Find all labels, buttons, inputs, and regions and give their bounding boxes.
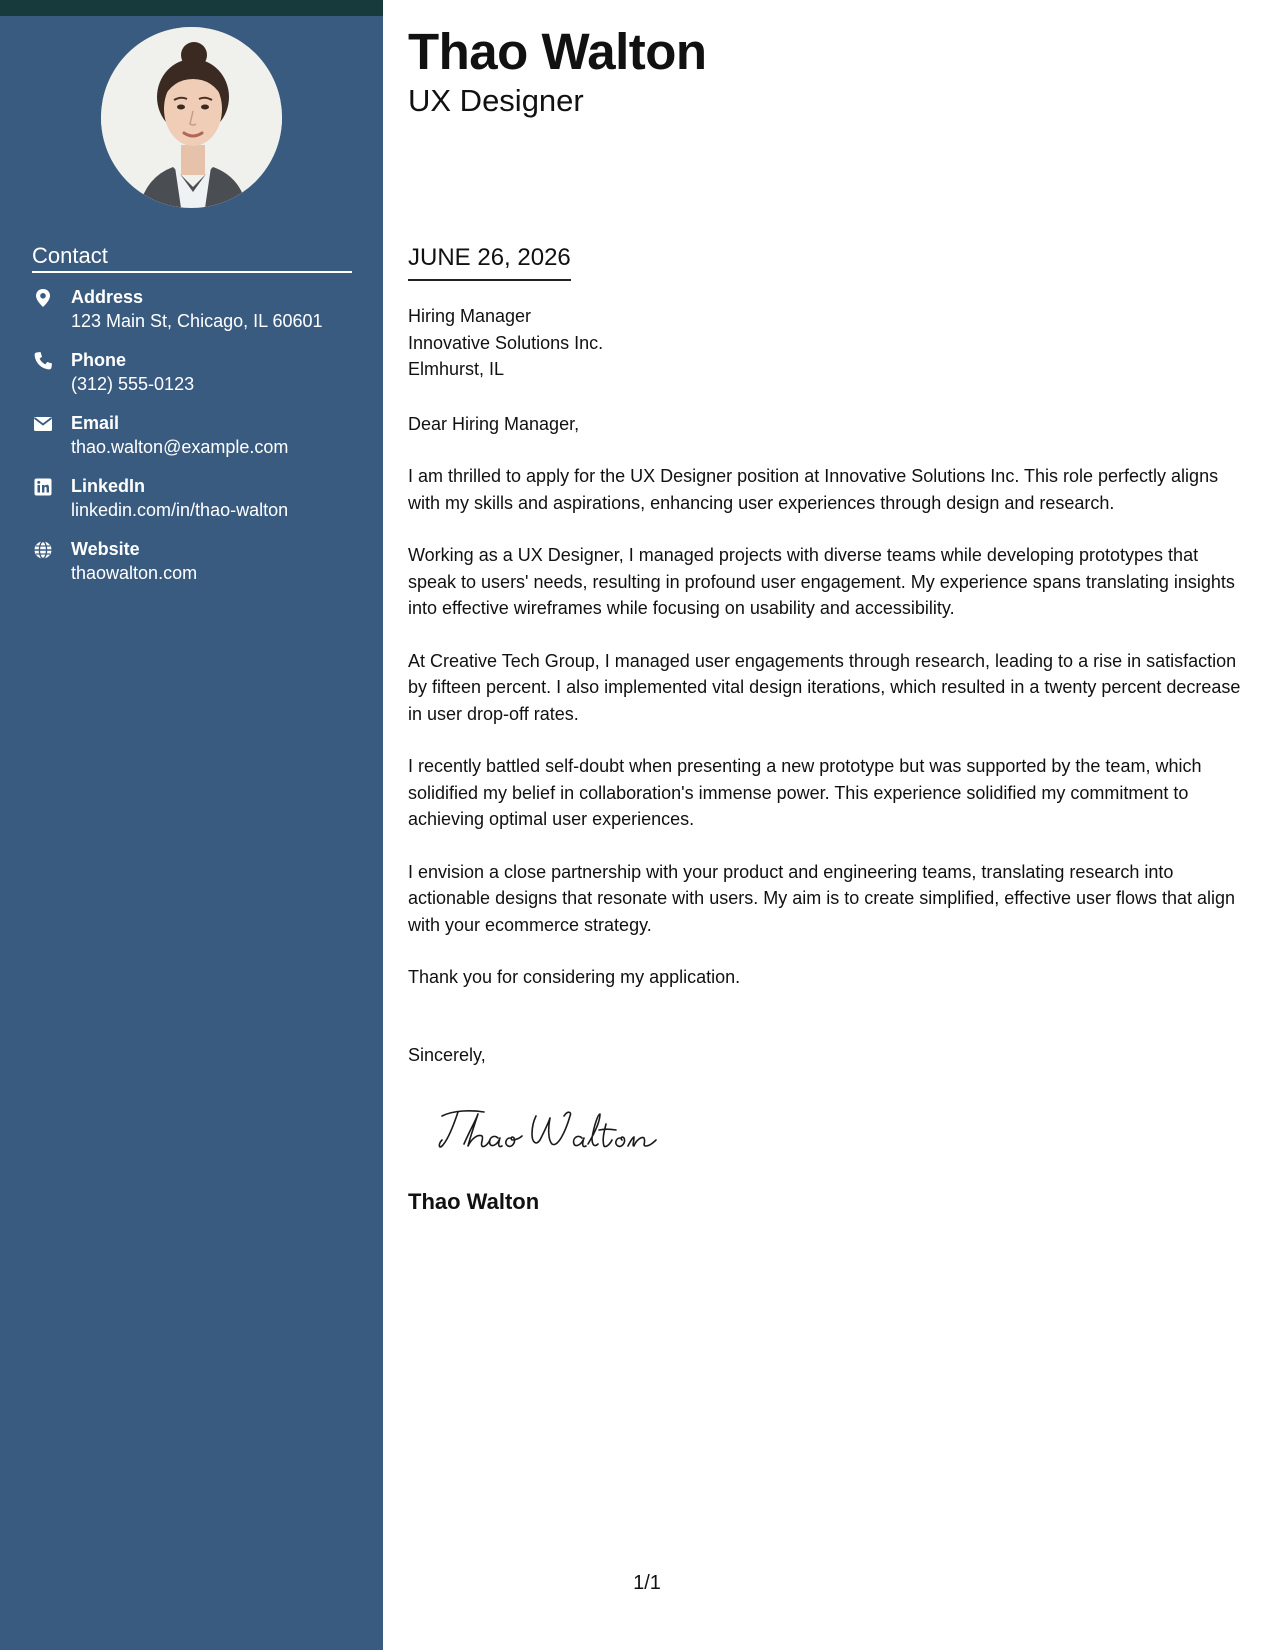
contact-text — [71, 348, 194, 396]
email-label: Email — [71, 413, 120, 433]
body-paragraph: At Creative Tech Group, I managed user engagements through research, leading to a rise in satisfaction by fifteen percent. I also implemented vital design iterations, which resulted in a twenty percent decrease in user drop-off rates. — [408, 650, 1241, 724]
contact-item-address — [32, 285, 377, 348]
letter-body — [408, 463, 1244, 1017]
contact-text — [71, 474, 288, 522]
contact-item-phone — [32, 348, 377, 411]
recipient-block — [408, 303, 603, 383]
body-paragraph: I envision a close partnership with your product and engineering teams, translating research into actionable designs that resonate with users. My aim is to create simplified, effective user flows that align with your ecommerce strategy. — [408, 861, 1236, 935]
linkedin-icon — [32, 476, 54, 498]
job-title: UX Designer — [408, 83, 584, 118]
sidebar-top-bar — [0, 0, 383, 16]
linkedin-label: LinkedIn — [71, 476, 146, 496]
phone-label: Phone — [71, 350, 127, 370]
profile-photo — [101, 27, 282, 208]
sidebar — [0, 0, 383, 1650]
contact-item-email — [32, 411, 377, 474]
contact-text — [71, 537, 197, 585]
phone-value: (312) 555-0123 — [71, 374, 195, 394]
address-value: 123 Main St, Chicago, IL 60601 — [71, 311, 323, 331]
contact-text — [71, 411, 288, 459]
page-number: 1/1 — [633, 1572, 661, 1594]
letter-date: JUNE 26, 2026 — [408, 243, 571, 281]
closing: Sincerely, — [408, 1045, 486, 1065]
recipient-line: Innovative Solutions Inc. — [408, 332, 604, 353]
address-label: Address — [71, 287, 144, 307]
applicant-name: Thao Walton — [408, 23, 707, 80]
envelope-icon — [32, 413, 54, 435]
body-paragraph: I am thrilled to apply for the UX Designer position at Innovative Solutions Inc. This role perfectly aligns with my skills and aspirations, enhancing user experiences through design and research. — [408, 466, 1219, 513]
signed-name: Thao Walton — [408, 1189, 540, 1214]
contact-text — [71, 285, 323, 333]
globe-icon — [32, 539, 54, 561]
website-value: thaowalton.com — [71, 563, 198, 583]
contact-item-website — [32, 537, 377, 600]
body-paragraph: I recently battled self-doubt when presenting a new prototype but was supported by the team, which solidified my belief in collaboration's immense power. This experience solidified my commitment to achieving optimal user experiences. — [408, 756, 1202, 829]
signature-image — [436, 1100, 676, 1160]
contact-list — [32, 285, 377, 600]
body-paragraph: Thank you for considering my application. — [408, 967, 741, 987]
recipient-line: Elmhurst, IL — [408, 359, 505, 379]
salutation: Dear Hiring Manager, — [408, 414, 580, 434]
email-value: thao.walton@example.com — [71, 437, 289, 457]
body-paragraph: Working as a UX Designer, I managed projects with diverse teams while developing prototypes that speak to users' needs, resulting in profound user engagement. My experience spans translating insights into effective wireframes while focusing on usability and accessibility. — [408, 545, 1235, 618]
contact-heading: Contact — [32, 242, 352, 273]
recipient-line: Hiring Manager — [408, 306, 532, 326]
phone-icon — [32, 350, 54, 372]
map-pin-icon — [32, 287, 54, 309]
contact-item-linkedin — [32, 474, 377, 537]
website-label: Website — [71, 539, 140, 559]
avatar — [101, 27, 282, 208]
linkedin-value: linkedin.com/in/thao-walton — [71, 500, 289, 520]
